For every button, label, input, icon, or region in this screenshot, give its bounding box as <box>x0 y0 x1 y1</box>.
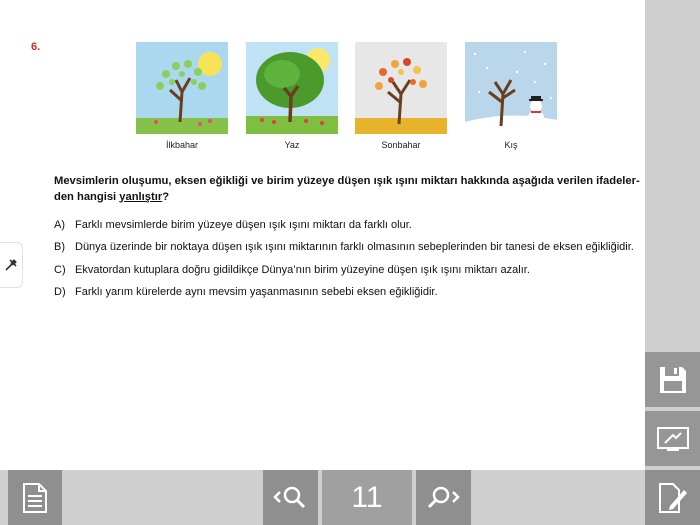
season-image-summer <box>246 42 338 134</box>
season-label-summer: Yaz <box>284 140 300 150</box>
side-tool-handle[interactable] <box>0 242 23 288</box>
question-number: 6. <box>31 41 41 53</box>
save-icon <box>657 364 689 396</box>
tool-icon <box>4 258 18 272</box>
season-label-spring: İlkbahar <box>165 140 199 150</box>
option-c[interactable]: C) Ekvatordan kutuplara doğru gidildikçe Dünya’nın birim yüzeyine düşen ışık ışını miktarı azalır. <box>54 264 530 276</box>
option-d[interactable]: D) Farklı yarım kürelerde aynı mevsim yaşanmasının sebebi eksen eğikliğidir. <box>54 286 438 298</box>
zoom-in-button[interactable] <box>416 470 471 525</box>
zoom-out-button[interactable] <box>263 470 318 525</box>
option-b[interactable]: B) Dünya üzerinde bir noktaya düşen ışık ışını miktarının farklı olmasının sebeplerinden bir tanesi de eksen eğikliğidir. <box>54 241 634 253</box>
document-icon <box>22 482 48 514</box>
zoom-in-icon <box>425 483 463 513</box>
season-image-autumn <box>355 42 447 134</box>
season-label-autumn: Sonbahar <box>381 140 421 150</box>
zoom-out-icon <box>272 483 310 513</box>
option-a[interactable]: A) Farklı mevsimlerde birim yüzeye düşen ışık ışını miktarı da farklı olur. <box>54 219 412 231</box>
document-button[interactable] <box>8 470 62 525</box>
screen-button[interactable] <box>645 411 700 466</box>
season-image-spring <box>136 42 228 134</box>
season-image-winter <box>465 42 557 134</box>
edit-button[interactable] <box>645 470 700 525</box>
edit-icon <box>658 482 688 514</box>
season-label-winter: Kış <box>504 140 518 150</box>
page-number: 11 <box>322 470 412 525</box>
question-text: Mevsimlerin oluşumu, eksen eğikliği ve birim yüzeye düşen ışık ışını miktarı hakkında aşağıda verilen ifadeler-den hangisi yanlıştır? <box>54 175 640 203</box>
screen-icon <box>657 425 689 453</box>
save-button[interactable] <box>645 352 700 407</box>
emphasized-word: yanlıştır <box>119 190 163 203</box>
